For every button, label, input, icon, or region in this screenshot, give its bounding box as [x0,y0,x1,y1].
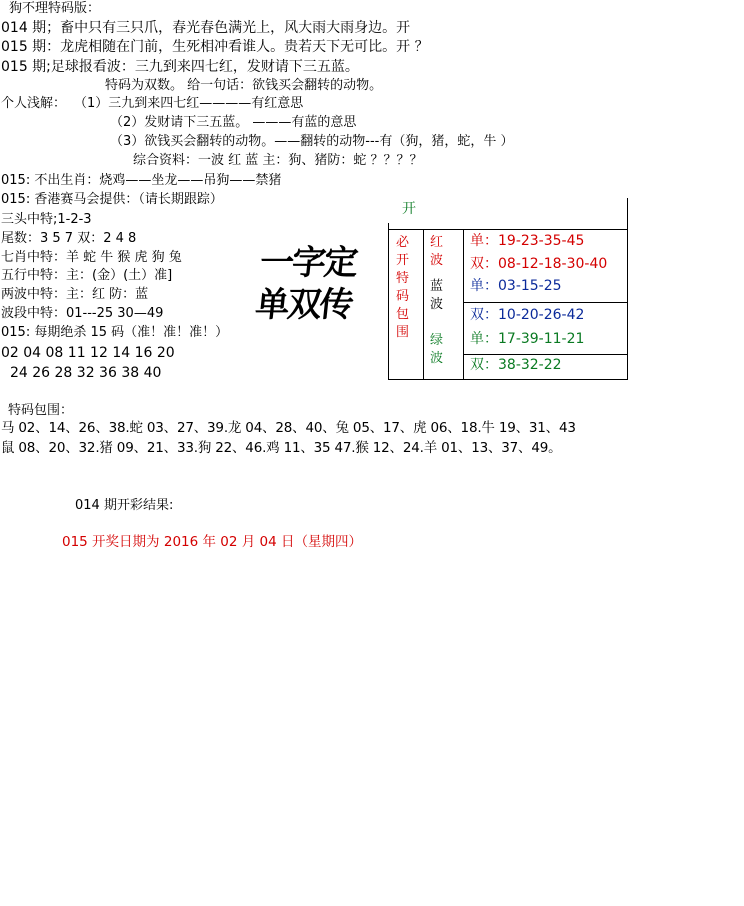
special-codes-line: 鼠 08、20、32.猪 09、21、33.狗 22、46.鸡 11、35 47.猴 12、24.羊 01、13、37、49。 [1,440,562,456]
table-border [423,229,424,379]
analysis-item: （3）欲钱买会翻转的动物。——翻转的动物---有（狗，猪，蛇，牛 ） [110,134,514,149]
analysis-item: （1）三九到来四七红————有红意思 [74,96,304,111]
table-border [463,354,628,355]
pick-line: 尾数：3 5 7 双：2 4 8 [1,231,137,246]
wave-name-red: 红波 [430,235,444,268]
special-codes-line: 马 02、14、26、38.蛇 03、27、39.龙 04、28、40、兔 05、17、虎 06、18.牛 19、31、43 [1,420,576,436]
table-border [627,198,628,380]
page-title: 狗不理特码版： [9,1,101,16]
number-row: 双：38-32-22 [470,357,562,373]
slogan-text: 一字定单双传 [253,243,359,325]
pick-line: 015: 香港赛马会提供：（请长期跟踪） [1,192,223,207]
side-label: 必 开 特 码 包 围 [396,235,410,340]
pick-line: 015: 每期绝杀 15 码（准！准！准！） [1,325,229,340]
result-label: 014 期开彩结果: [75,498,174,513]
special-code-table [388,198,628,380]
number-row: 双：10-20-26-42 [470,307,585,323]
special-codes-title: 特码包围： [8,403,74,418]
kill-numbers-line: 24 26 28 32 36 38 40 [10,365,162,381]
analysis-label: 个人浅解： [1,96,67,111]
table-border [463,302,628,303]
pick-line: 波段中特：01---25 30—49 [1,306,164,321]
wave-name-blue: 蓝波 [430,279,444,312]
table-border [463,229,464,379]
table-border [388,229,628,230]
number-row: 双：08-12-18-30-40 [470,256,608,272]
number-row: 单：19-23-35-45 [470,233,585,249]
table-border [388,223,389,380]
riddle-line: 特码为双数。 给一句话：欲钱买会翻转的动物。 [105,78,383,93]
pick-line: 两波中特：主：红 防：蓝 [1,287,149,302]
riddle-line: 015 期;足球报看波：三九到来四七红，发财请下三五蓝。 [1,59,359,75]
riddle-line: 014 期；畜中只有三只爪，春光春色满光上，风大雨大雨身边。开 [1,20,411,36]
pick-line: 015: 不出生肖：烧鸡——坐龙——吊狗——禁猪 [1,173,282,188]
analysis-item: （2）发财请下三五蓝。 ———有蓝的意思 [110,115,357,130]
number-row: 单：03-15-25 [470,278,562,294]
analysis-summary: 综合资料：一波 红 蓝 主：狗、猪防：蛇 ？？？？ [133,153,423,168]
pick-line: 三头中特;1-2-3 [1,212,92,227]
pick-line: 五行中特：主：(金）(土）准] [1,268,173,283]
table-header: 开 [402,201,416,217]
kill-numbers-line: 02 04 08 11 12 14 16 20 [1,345,175,361]
riddle-line: 015 期：龙虎相随在门前，生死相冲看谁人。贵若天下无可比。开 ？ [1,39,429,55]
number-row: 单：17-39-11-21 [470,331,585,347]
wave-name-green: 绿波 [430,333,444,366]
table-border [388,379,628,380]
draw-date: 015 开奖日期为 2016 年 02 月 04 日（星期四） [62,534,363,550]
pick-line: 七肖中特：羊 蛇 牛 猴 虎 狗 兔 [1,250,182,265]
